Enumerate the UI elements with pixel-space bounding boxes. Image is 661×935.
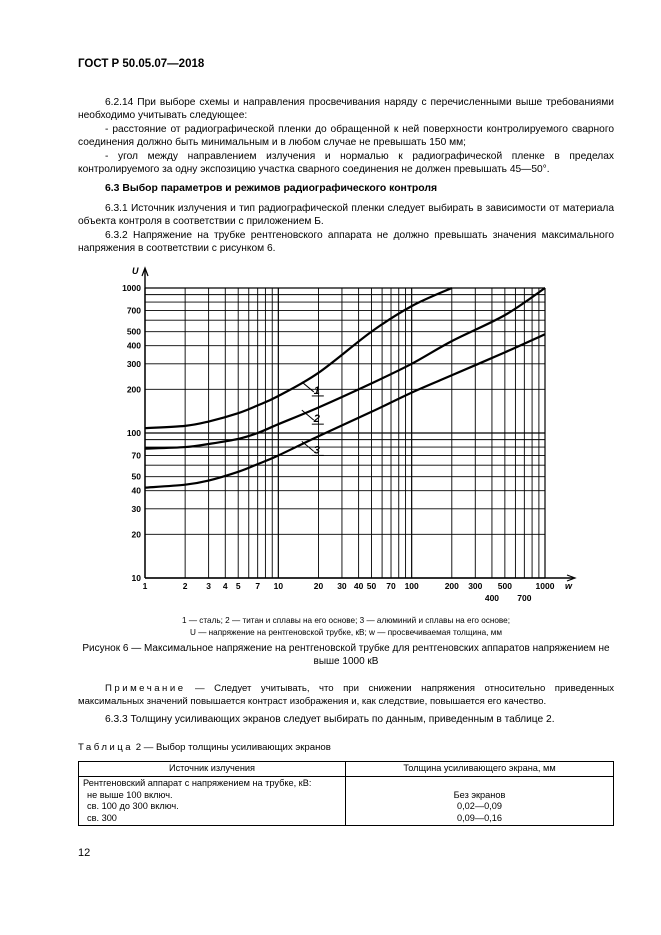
- legend-materials: 1 — сталь; 2 — титан и сплавы на его основе; 3 — алюминий и сплавы на его основе;: [181, 616, 511, 625]
- table-row: [79, 777, 614, 826]
- table-caption-text: 2 — Выбор толщины усиливающих экранов: [135, 742, 331, 753]
- x-tick-label: 7: [255, 581, 261, 591]
- x-tick-label: 10: [273, 581, 284, 591]
- series-label-3: 3: [313, 444, 320, 457]
- y-tick-label: 70: [131, 450, 141, 461]
- y-tick-label: 40: [131, 485, 141, 496]
- y-tick-label: 300: [126, 358, 141, 369]
- x-tick-label: 200: [444, 581, 459, 591]
- x-tick-label: 40: [353, 581, 364, 591]
- source-title: Рентгеновский аппарат с напряжением на трубке, кВ:: [83, 778, 312, 788]
- y-tick-label: 20: [131, 529, 141, 540]
- x-tick-label: 30: [337, 581, 347, 591]
- y-tick-label: 1000: [122, 283, 141, 293]
- page-number: 12: [78, 847, 91, 859]
- series-label-2: 2: [313, 413, 320, 426]
- x-axis-label: w: [565, 581, 573, 591]
- figure-6-chart: [0, 255, 661, 615]
- paragraph-6-2-14: 6.2.14 При выборе схемы и направления просвечивания наряду с перечисленными выше требованиями необходимо учитывать следующее:: [78, 97, 614, 122]
- y-tick-label: 30: [131, 503, 141, 514]
- x-tick-label-lower: 700: [517, 593, 532, 603]
- paragraph-angle: - угол между направлением излучения и нормалью к радиографической пленке в пределах контролируемого за одну экспозицию участка сварного соединения не должен превышать 45—50°.: [78, 150, 614, 176]
- y-tick-label: 50: [131, 471, 141, 482]
- note-block: [78, 683, 614, 708]
- source-row-2: св. 100 до 300 включ.: [87, 801, 179, 811]
- document-header: ГОСТ Р 50.05.07—2018: [78, 58, 205, 70]
- table-label: Таблица: [78, 742, 134, 753]
- table-2-caption: [78, 742, 331, 753]
- series-line-3: [145, 334, 545, 487]
- source-row-1: не выше 100 включ.: [87, 789, 173, 800]
- x-tick-label: 100: [404, 581, 419, 591]
- value-row-2: 0,02—0,09: [457, 801, 502, 811]
- col-header-source: Источник излучения: [79, 762, 346, 777]
- x-tick-label-lower: 400: [484, 593, 500, 603]
- table-header-row: [79, 762, 614, 777]
- x-tick-label: 70: [386, 581, 396, 591]
- paragraph-6-3-1: 6.3.1 Источник излучения и тип радиографической пленки следует выбирать в зависимости от материала объекта контроля в соответствии с приложением Б.: [78, 203, 614, 228]
- figure-caption: Рисунок 6 — Максимальное напряжение на рентгеновской трубке для рентгеновских аппаратов напряжением не выше 1000 кВ: [82, 643, 610, 667]
- table-2: [78, 761, 614, 826]
- y-tick-label: 700: [126, 305, 141, 316]
- y-tick-label: 200: [126, 384, 141, 395]
- chart-grid: [145, 288, 545, 578]
- section-6-3-title: 6.3 Выбор параметров и режимов радиографического контроля: [105, 183, 438, 194]
- x-tick-label: 5: [235, 581, 241, 591]
- chart-series: [145, 288, 545, 488]
- source-row-3: св. 300: [87, 812, 117, 823]
- paragraph-distance: - расстояние от радиографической пленки до обращенной к ней поверхности контролируемого сварного соединения должно быть минимальным и в любом случае не превышать 150 мм;: [78, 123, 614, 149]
- y-axis-label: U: [132, 266, 139, 276]
- x-tick-label: 50: [366, 581, 377, 591]
- y-tick-label: 10: [131, 573, 141, 583]
- y-tick-label: 400: [126, 340, 141, 351]
- y-tick-label: 500: [126, 326, 141, 337]
- x-tick-label: 500: [497, 581, 512, 591]
- series-leader-3: [302, 441, 314, 451]
- paragraph-6-3-2: 6.3.2 Напряжение на трубке рентгеновского аппарата не должно превышать значения максимального напряжения в соответствии с рисунком 6.: [78, 229, 614, 255]
- value-row-3: 0,09—0,16: [457, 812, 502, 823]
- x-tick-label: 1: [142, 581, 148, 591]
- section-6-2-14: [78, 96, 614, 176]
- section-6-3-body: [78, 202, 614, 256]
- x-tick-label: 2: [182, 581, 188, 591]
- value-row-1: Без экранов: [453, 789, 506, 800]
- x-tick-label: 3: [206, 581, 211, 591]
- value-cell: [346, 777, 614, 826]
- note-label: Примечание: [105, 683, 186, 694]
- chart-labels: [122, 266, 573, 603]
- legend-variables: U — напряжение на рентгеновской трубке, кВ; w — просвечиваемая толщина, мм: [190, 627, 502, 637]
- paragraph-6-3-3: 6.3.3 Толщину усиливающих экранов следует выбирать по данным, приведенным в таблице 2.: [105, 714, 555, 725]
- x-tick-label: 300: [468, 581, 483, 591]
- x-tick-label: 4: [222, 581, 228, 591]
- figure-legend: [78, 615, 614, 638]
- source-cell: [79, 777, 346, 826]
- y-tick-label: 100: [126, 428, 141, 438]
- series-label-1: 1: [313, 384, 320, 397]
- x-tick-label: 1000: [535, 581, 555, 591]
- note-text: — Следует учитывать, что при снижении напряжения относительно приведенных максимальных значений повышается контраст изображения и, как следствие, повышается его качество.: [78, 683, 614, 707]
- x-tick-label: 20: [313, 581, 324, 591]
- col-header-thickness: Толщина усиливающего экрана, мм: [346, 762, 614, 777]
- paragraph-6-3-3-wrap: [78, 713, 614, 726]
- series-leader-1: [302, 382, 314, 392]
